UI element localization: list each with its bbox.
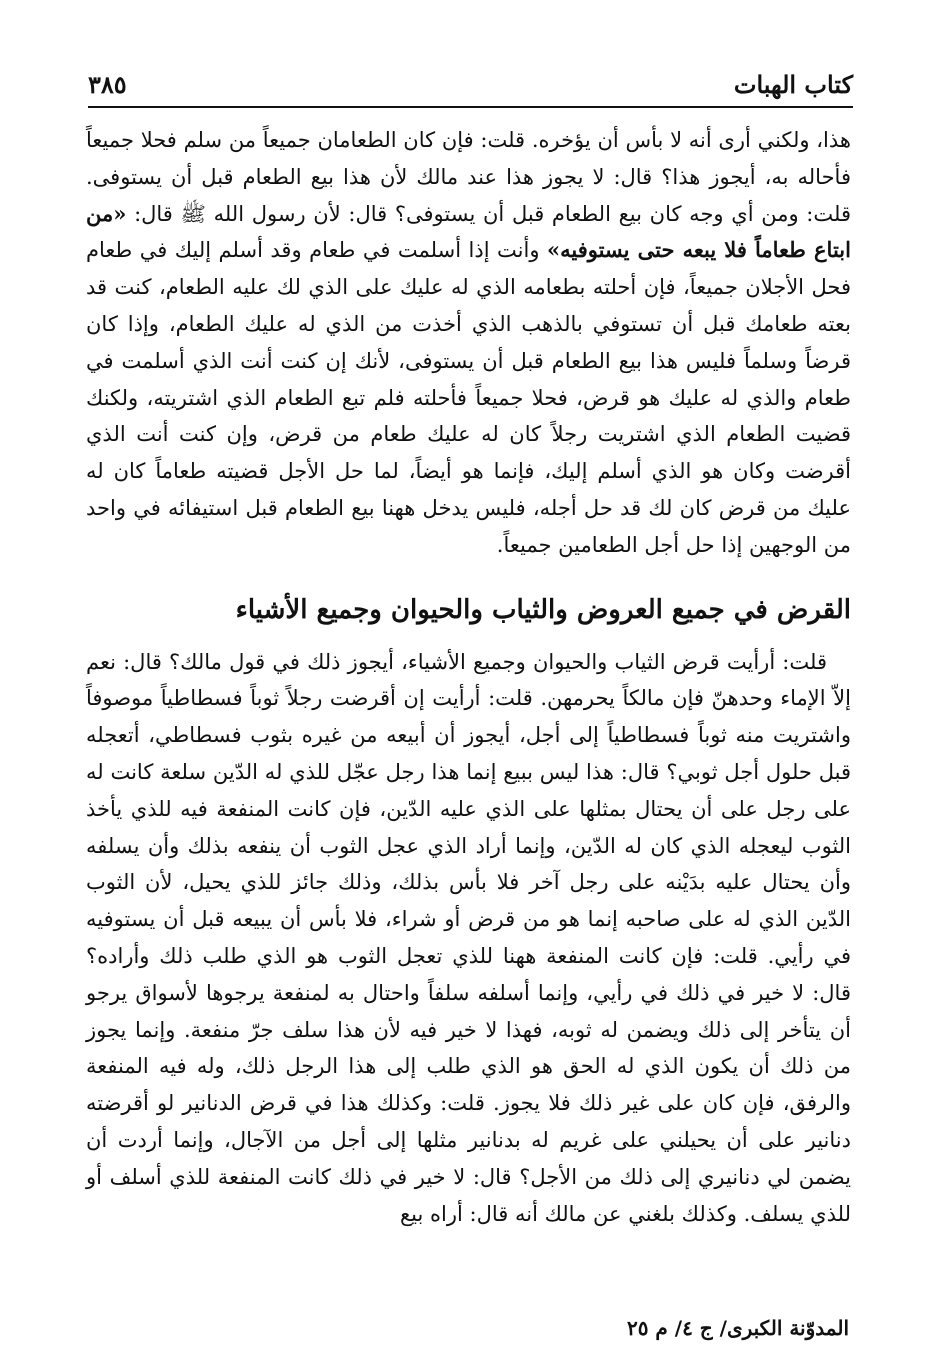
- page-number: ٣٨٥: [88, 70, 127, 99]
- paragraph-1-continuation: وأنت إذا أسلمت في طعام وقد أسلم إليك في طعام فحل الأجلان جميعاً، فإن أحلته بطعامه الذي له عليك على الذي لك عليه الطعام، كنت قد بعته طعامك قبل أن تستوفي بالذهب الذي أخذت من الذي له عليك الطعام، وإذا كان قرضاً وسلماً فليس هذا بيع الطعام قبل أن يستوفى، لأنك إن كنت أنت الذي أسلمت في طعام والذي له عليك هو قرض، فحلا جميعاً فأحلته فلم تبع الطعام الذي اشتريته، ولكنك قضيت الطعام الذي اشتريت رجلاً كان له عليك طعام من قرض، وإن كنت أنت الذي أقرضت وكان هو الذي أسلم إليك، فإنما هو أيضاً، لما حل الأجل قضيته طعاماً كان له عليك من قرض كان لك قد حل أجله، فليس يدخل ههنا بيع الطعام قبل استيفائه في واحد من الوجهين إذا حل أجل الطعامين جميعاً.: [86, 238, 851, 557]
- page-body: [86, 122, 851, 1232]
- paragraph-2: قلت: أرأيت قرض الثياب والحيوان وجميع الأشياء، أيجوز ذلك في قول مالك؟ قال: نعم إلاّ الإماء وحدهنّ فإن مالكاً يحرمهن. قلت: أرأيت إن أقرضت رجلاً ثوباً فسطاطياً موصوفاً واشتريت منه ثوباً فسطاطياً إلى أجل، أيجوز أن أبيعه من غيره بثوب فسطاطي، أتعجله قبل حلول أجل ثوبي؟ قال: هذا ليس ببيع إنما هذا رجل عجّل للذي له الدّين سلعة كانت له على رجل على أن يحتال بمثلها على الذي عليه الدّين، فإن كانت المنفعة فيه للذي يأخذ الثوب ليعجله الذي كان له الدّين، وإنما أراد الذي عجل الثوب أن ينفعه بذلك وأن يسلفه وأن يحتال عليه بدَيْنه على رجل آخر فلا بأس بذلك، وذلك جائز للذي يحيل، لأن الثوب الدّين الذي له على صاحبه إنما هو من قرض أو شراء، فلا بأس أن يبيعه قبل أن يستوفيه في رأيي. قلت: فإن كانت المنفعة ههنا للذي تعجل الثوب هو الذي طلب ذلك وأراده؟ قال: لا خير في ذلك في رأيي، وإنما أسلفه سلفاً واحتال به لمنفعة يرجوها لأسواق يرجو أن يتأخر إلى ذلك ويضمن له ثوبه، فهذا لا خير فيه لأن هذا سلف جرّ منفعة. وإنما يجوز من ذلك أن يكون الذي له الحق هو الذي طلب إلى هذا الرجل ذلك، وله فيه المنفعة والرفق، فإن كان على غير ذلك فلا يجوز. قلت: وكذلك هذا في قرض الدنانير لو أقرضته دنانير على أن يحيلني على غريم له بدنانير مثلها إلى أجل من الآجال، وإنما أردت أن يضمن لي دنانيري إلى ذلك من الأجل؟ قال: لا خير في ذلك كانت المنفعة للذي أسلف أو للذي يسلف. وكذلك بلغني عن مالك أنه قال: أراه بيع: [86, 649, 851, 1226]
- section-heading: القرض في جميع العروض والثياب والحيوان وجميع الأشياء: [235, 594, 851, 625]
- paragraph-1: [86, 122, 851, 564]
- hadith-quote: «من ابتاع طعاماً فلا يبعه حتى يستوفيه»: [86, 200, 851, 263]
- footer-signature: المدوّنة الكبرى/ ج ٤/ م ٢٥: [626, 1316, 849, 1340]
- running-header: [88, 66, 853, 108]
- paragraph-1-intro: هذا، ولكني أرى أنه لا بأس أن يؤخره. قلت: فإن كان الطعامان جميعاً من سلم فحلا جميعاً فأحاله به، أيجوز هذا؟ قال: لا يجوز هذا عند مالك لأن هذا بيع الطعام قبل أن يستوفى. قلت: ومن أي وجه كان بيع الطعام قبل أن يستوفى؟ قال: لأن رسول الله ﷺ قال:: [86, 128, 851, 226]
- book-title: كتاب الهبات: [733, 70, 853, 99]
